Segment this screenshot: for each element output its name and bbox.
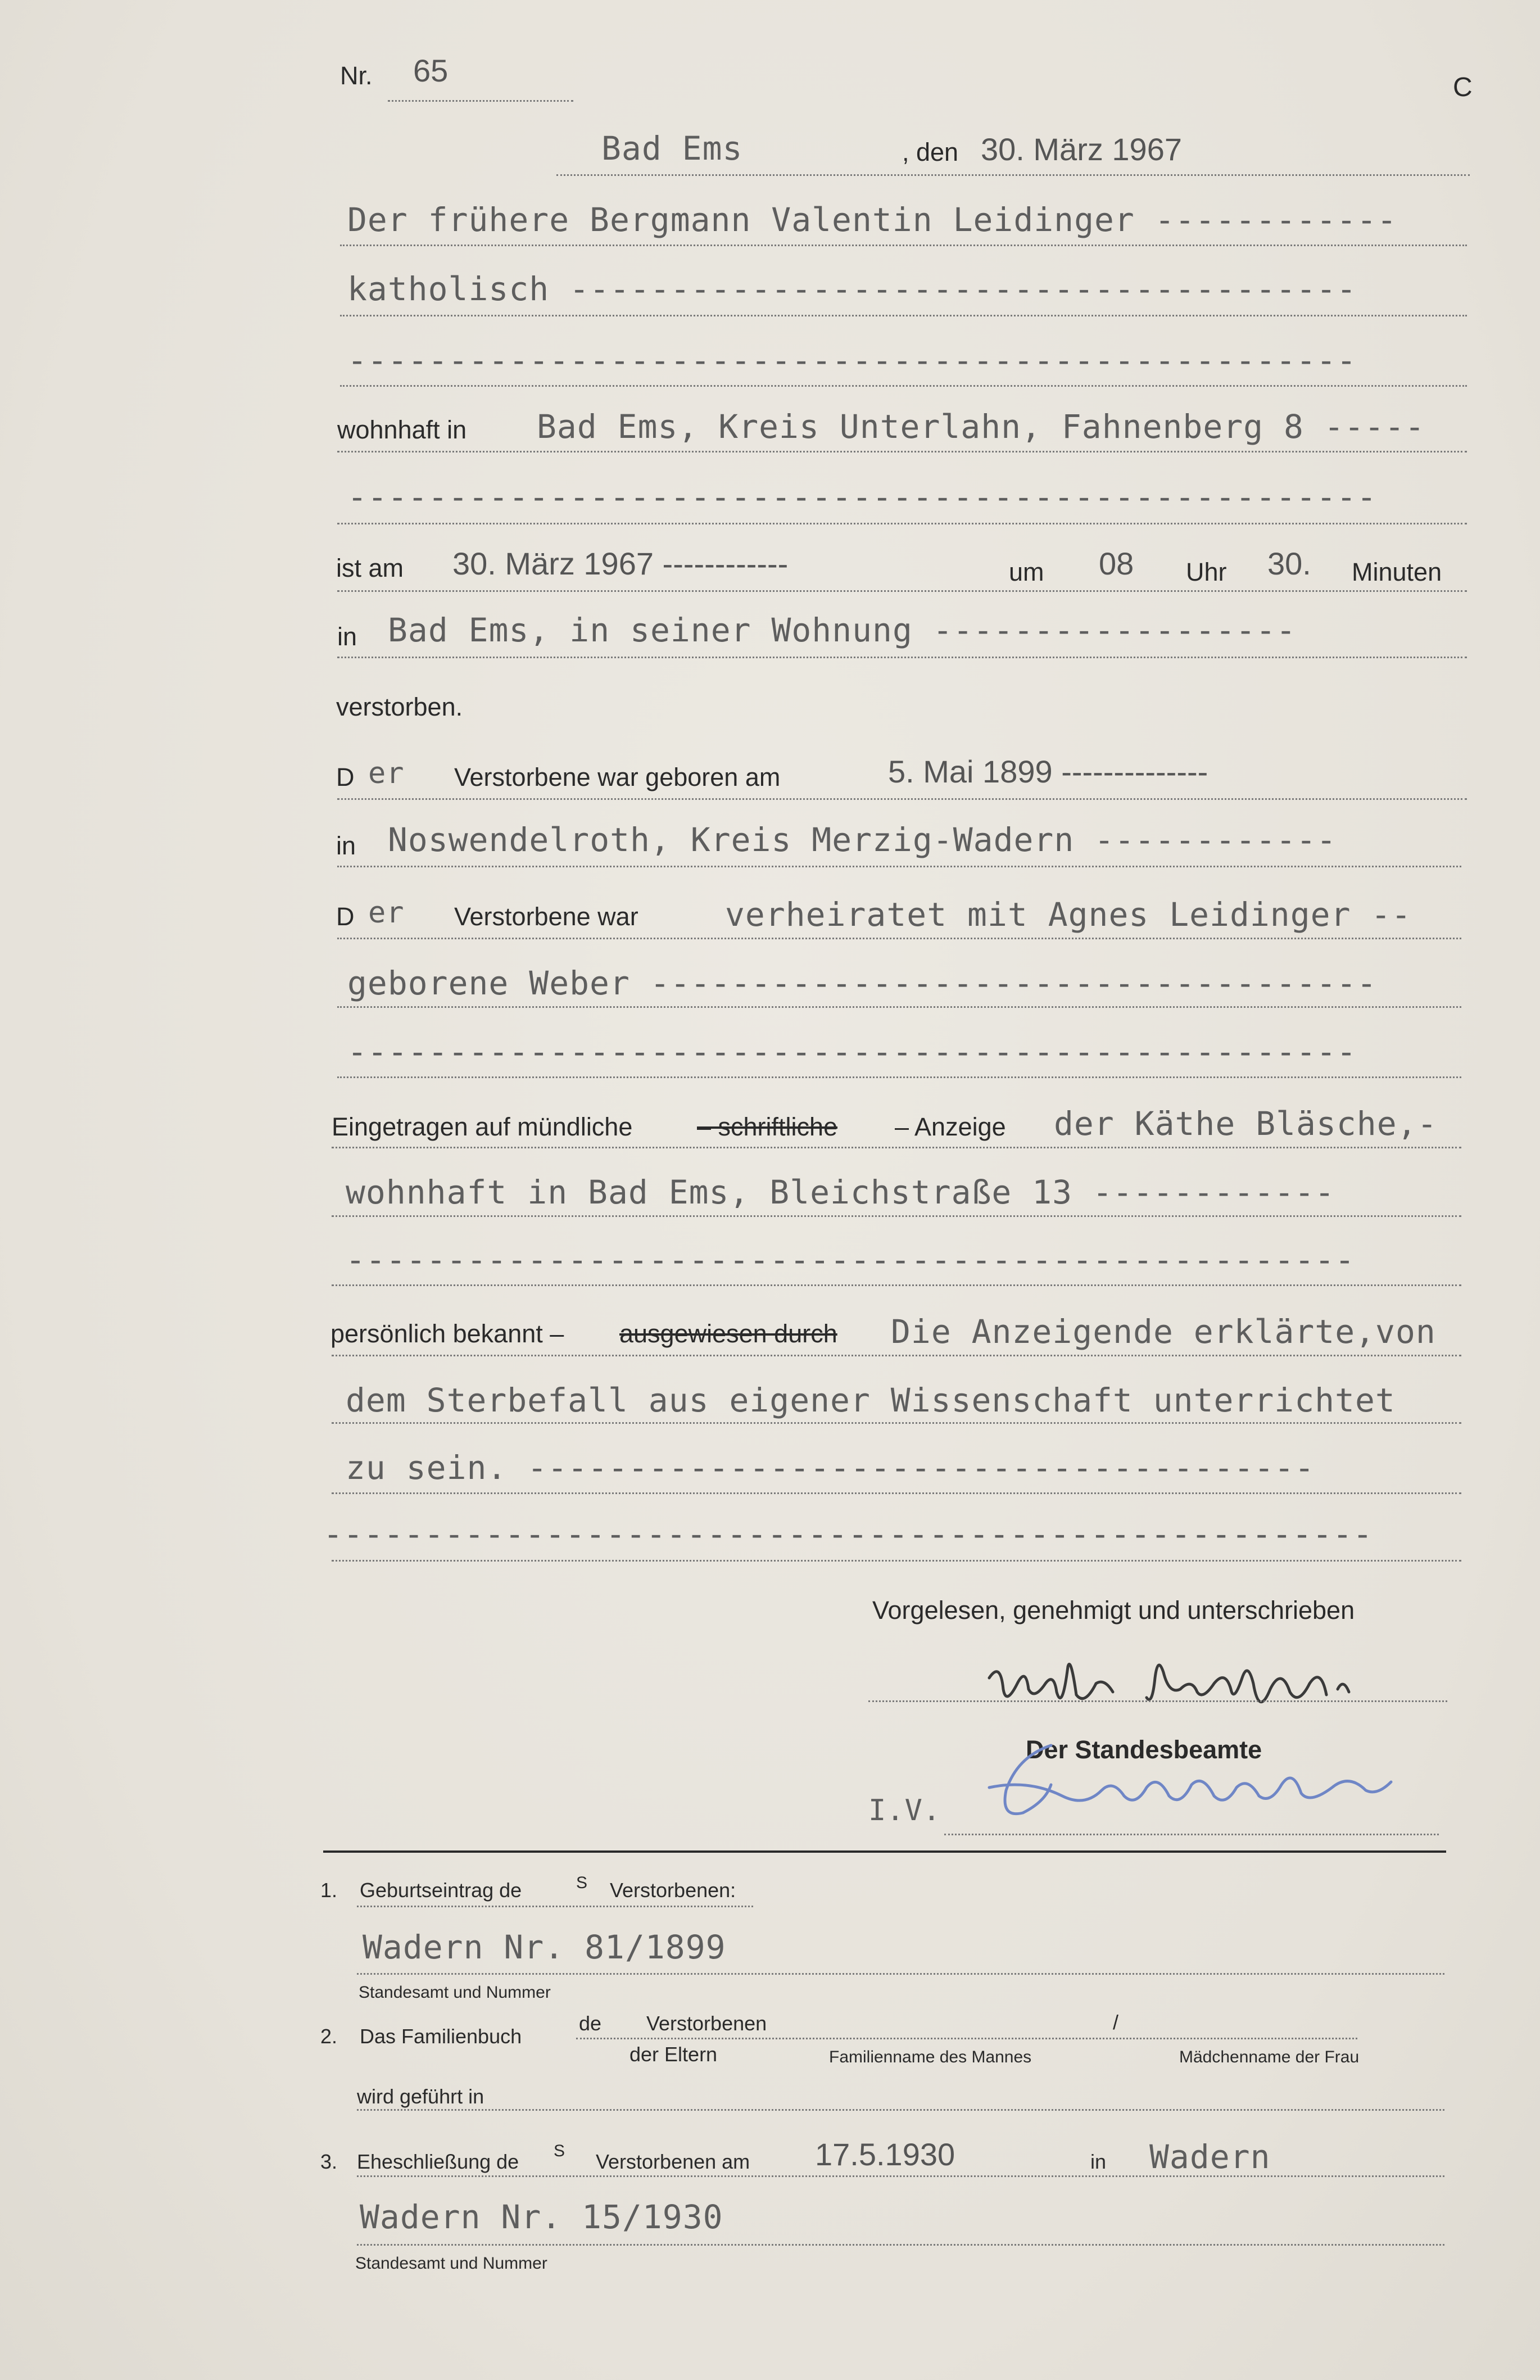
note-3-value: Wadern Nr. 15/1930 xyxy=(360,2198,723,2236)
report-line-3: -------------------------------------------------- xyxy=(346,1241,1355,1279)
note-1-number: 1. xyxy=(320,1879,338,1902)
verstorben-label: verstorben. xyxy=(336,693,463,721)
place-value: Bad Ems xyxy=(601,129,743,168)
marital-label: Verstorbene war xyxy=(454,902,638,931)
death-date-label: ist am xyxy=(336,554,404,582)
birth-place-label: in xyxy=(336,831,356,860)
birth-label: Verstorbene war geboren am xyxy=(454,763,781,791)
date-line xyxy=(556,174,1470,176)
marital-d-label: D xyxy=(336,902,355,931)
date-value: 30. März 1967 xyxy=(981,132,1182,167)
nr-line xyxy=(388,100,573,102)
um-label: um xyxy=(1009,558,1044,586)
note-1-value: Wadern Nr. 81/1899 xyxy=(363,1928,726,1966)
note-3-sub: Standesamt und Nummer xyxy=(355,2254,547,2273)
note-3-number: 3. xyxy=(320,2150,338,2173)
note-2-slash: / xyxy=(1113,2011,1119,2034)
section-divider xyxy=(323,1850,1446,1853)
birth-date-value: 5. Mai 1899 -------------- xyxy=(888,754,1208,789)
note-1-label-b: Verstorbenen: xyxy=(610,1879,736,1902)
marital-d-suffix: er xyxy=(368,896,405,930)
report-line-2: wohnhaft in Bad Ems, Bleichstraße 13 ------------ xyxy=(346,1173,1335,1211)
nr-label: Nr. xyxy=(340,61,373,90)
uhr-label: Uhr xyxy=(1186,558,1227,586)
note-2-eltern: der Eltern xyxy=(629,2043,718,2066)
note-1-label: Geburtseintrag de xyxy=(360,1879,522,1902)
residence-value: Bad Ems, Kreis Unterlahn, Fahnenberg 8 ----- xyxy=(537,408,1425,446)
identity-label-strike: ausgewiesen durch xyxy=(619,1319,837,1348)
nr-value: 65 xyxy=(413,53,449,88)
registrar-signature xyxy=(972,1734,1405,1835)
identity-value: Die Anzeigende erklärte,von xyxy=(891,1313,1436,1351)
note-2-frau: Mädchenname der Frau xyxy=(1179,2048,1360,2066)
person-line-1: Der frühere Bergmann Valentin Leidinger ------------ xyxy=(347,201,1397,239)
report-value: der Käthe Bläsche,- xyxy=(1054,1105,1438,1143)
residence-label: wohnhaft in xyxy=(337,415,467,444)
identity-line-3: zu sein. --------------------------------------- xyxy=(346,1449,1315,1487)
note-1-sup: S xyxy=(576,1874,588,1892)
informant-signature xyxy=(978,1644,1405,1729)
note-2-mann: Familienname des Mannes xyxy=(829,2048,1032,2066)
registrar-label: Der Standesbeamte xyxy=(1026,1735,1262,1764)
residence-line-2: --------------------------------------------------- xyxy=(347,478,1377,516)
report-label-strike: – schriftliche xyxy=(697,1112,838,1141)
report-label-a: Eingetragen auf mündliche xyxy=(332,1112,633,1141)
note-2-de: de xyxy=(579,2012,602,2035)
marital-line-3: -------------------------------------------------- xyxy=(347,1033,1357,1071)
note-3-place: Wadern xyxy=(1149,2138,1271,2176)
note-2-label: Das Familienbuch xyxy=(360,2025,522,2048)
note-3-sup: S xyxy=(554,2142,565,2160)
minuten-label: Minuten xyxy=(1352,558,1442,586)
death-place-value: Bad Ems, in seiner Wohnung ------------------ xyxy=(388,611,1297,649)
identity-label: persönlich bekannt – xyxy=(330,1319,564,1348)
death-date-value: 30. März 1967 ------------ xyxy=(452,546,789,581)
death-place-label: in xyxy=(337,622,357,651)
read-approved-label: Vorgelesen, genehmigt und unterschrieben xyxy=(872,1596,1355,1625)
note-2-verstorbenen: Verstorbenen xyxy=(646,2012,767,2035)
note-2-number: 2. xyxy=(320,2025,338,2048)
person-line-3: -------------------------------------------------- xyxy=(347,341,1357,379)
note-1-sub: Standesamt und Nummer xyxy=(359,1983,551,2002)
identity-line-2: dem Sterbefall aus eigener Wissenschaft unterrichtet xyxy=(346,1381,1396,1419)
note-3-label-b: Verstorbenen am xyxy=(596,2150,750,2173)
birth-d-label: D xyxy=(336,763,355,791)
identity-line-4: ---------------------------------------------------- xyxy=(323,1515,1373,1553)
death-hour: 08 xyxy=(1099,546,1134,581)
marital-value: verheiratet mit Agnes Leidinger -- xyxy=(725,895,1412,934)
iv-label: I.V. xyxy=(868,1794,941,1827)
death-minute: 30. xyxy=(1267,546,1311,581)
marital-line-2: geborene Weber ------------------------------------ xyxy=(347,964,1377,1002)
note-3-date: 17.5.1930 xyxy=(815,2137,955,2172)
birth-d-suffix: er xyxy=(368,757,405,790)
birth-place-value: Noswendelroth, Kreis Merzig-Wadern ------------ xyxy=(388,821,1337,859)
note-3-in: in xyxy=(1090,2150,1107,2173)
person-line-2: katholisch --------------------------------------- xyxy=(347,270,1357,308)
note-2-wird: wird geführt in xyxy=(357,2085,484,2108)
report-label-b: – Anzeige xyxy=(895,1112,1006,1141)
note-3-label: Eheschließung de xyxy=(357,2150,519,2173)
den-label: , den xyxy=(902,138,959,166)
corner-letter: C xyxy=(1453,73,1473,102)
